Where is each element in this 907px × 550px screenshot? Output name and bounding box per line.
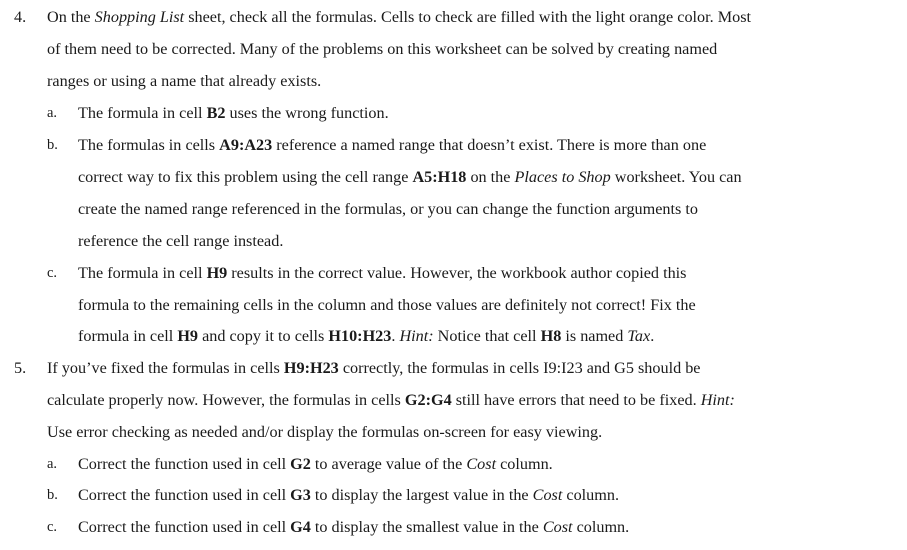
item-4b-line-1: The formulas in cells A9:A23 reference a named range that doesn’t exist. There is more than one [78,136,707,154]
cell-ref: H8 [540,327,562,345]
subitem-letter: b. [47,137,58,153]
item-4-line-1: On the Shopping List sheet, check all the formulas. Cells to check are filled with the light orange color. Most [47,8,752,26]
item-5b-line-1: Correct the function used in cell G3 to display the largest value in the Cost column. [78,486,619,504]
hint-label: Hint: [700,391,735,409]
item-5a-line-1: Correct the function used in cell G2 to average value of the Cost column. [78,455,553,473]
item-4a-line-1: The formula in cell B2 uses the wrong function. [78,104,389,122]
item-4b-line-3: create the named range referenced in the formulas, or you can change the function arguments to [78,200,698,218]
cell-ref: H9:H23 [283,359,339,377]
sheet-name: Shopping List [94,8,185,26]
item-number: 4. [14,8,27,26]
cell-ref: B2 [206,104,226,122]
item-4c-line-1: The formula in cell H9 results in the correct value. However, the workbook author copied this [78,264,687,282]
cell-ref: G4 [290,518,311,536]
column-name: Cost [466,455,497,473]
item-4-line-3: ranges or using a name that already exists. [47,72,322,90]
cell-ref: H9 [177,327,199,345]
item-5c-line-1: Correct the function used in cell G4 to display the smallest value in the Cost column. [78,518,630,536]
subitem-letter: c. [47,265,58,281]
cell-ref: G2:G4 [404,391,452,409]
column-name: Cost [542,518,573,536]
cell-ref: H10:H23 [328,327,392,345]
item-number: 5. [14,359,27,377]
column-name: Cost [532,486,563,504]
cell-ref: G2 [290,455,311,473]
item-5-line-3: Use error checking as needed and/or display the formulas on-screen for easy viewing. [47,423,603,441]
item-4c-line-2: formula to the remaining cells in the column and those values are definitely not correct! Fix the [78,296,696,314]
cell-ref: A5:H18 [412,168,467,186]
cell-ref: A9:A23 [219,136,273,154]
named-range: Tax [627,327,651,345]
cell-ref: H9 [206,264,228,282]
hint-label: Hint: [399,327,434,345]
subitem-letter: c. [47,519,58,535]
subitem-letter: a. [47,105,58,121]
item-4-line-2: of them need to be corrected. Many of the problems on this worksheet can be solved by creating named [47,40,718,58]
item-5-line-2: calculate properly now. However, the formulas in cells G2:G4 still have errors that need to be fixed. Hint: [47,391,735,409]
item-4c-line-3: formula in cell H9 and copy it to cells H10:H23. Hint: Notice that cell H8 is named Tax. [78,327,655,345]
item-4b-line-4: reference the cell range instead. [78,232,284,250]
item-5-line-1: If you’ve fixed the formulas in cells H9:H23 correctly, the formulas in cells I9:I23 and G5 should be [47,359,701,377]
sheet-name: Places to Shop [514,168,611,186]
subitem-letter: b. [47,487,58,503]
item-4b-line-2: correct way to fix this problem using the cell range A5:H18 on the Places to Shop worksheet. You can [78,168,742,186]
cell-ref: G3 [290,486,311,504]
subitem-letter: a. [47,456,58,472]
